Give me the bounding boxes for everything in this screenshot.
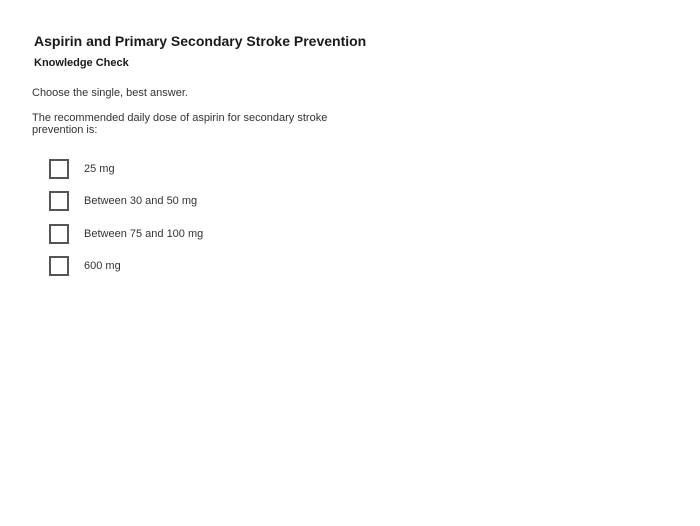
answer-label[interactable]: Between 30 and 50 mg [84,195,198,207]
answer-label[interactable]: Between 75 and 100 mg [84,227,204,240]
answer-checkbox[interactable] [49,191,69,211]
answer-checkbox[interactable] [49,256,69,276]
answer-label[interactable]: 25 mg [84,162,115,175]
answer-checkbox[interactable] [49,159,69,179]
answer-label[interactable]: 600 mg [84,260,121,272]
answer-option-600mg[interactable] [49,256,203,277]
quiz-question: The recommended daily dose of aspirin for secondary stroke prevention is: [32,112,328,136]
answer-option-25mg[interactable] [49,158,203,179]
answer-option-30-50mg[interactable] [49,191,203,212]
answer-options [49,158,203,288]
page-subtitle: Knowledge Check [34,57,129,69]
answer-option-75-100mg[interactable] [49,223,203,244]
page-title: Aspirin and Primary Secondary Stroke Prevention [34,33,367,49]
answer-checkbox[interactable] [49,224,69,244]
quiz-instruction: Choose the single, best answer. [32,87,188,99]
